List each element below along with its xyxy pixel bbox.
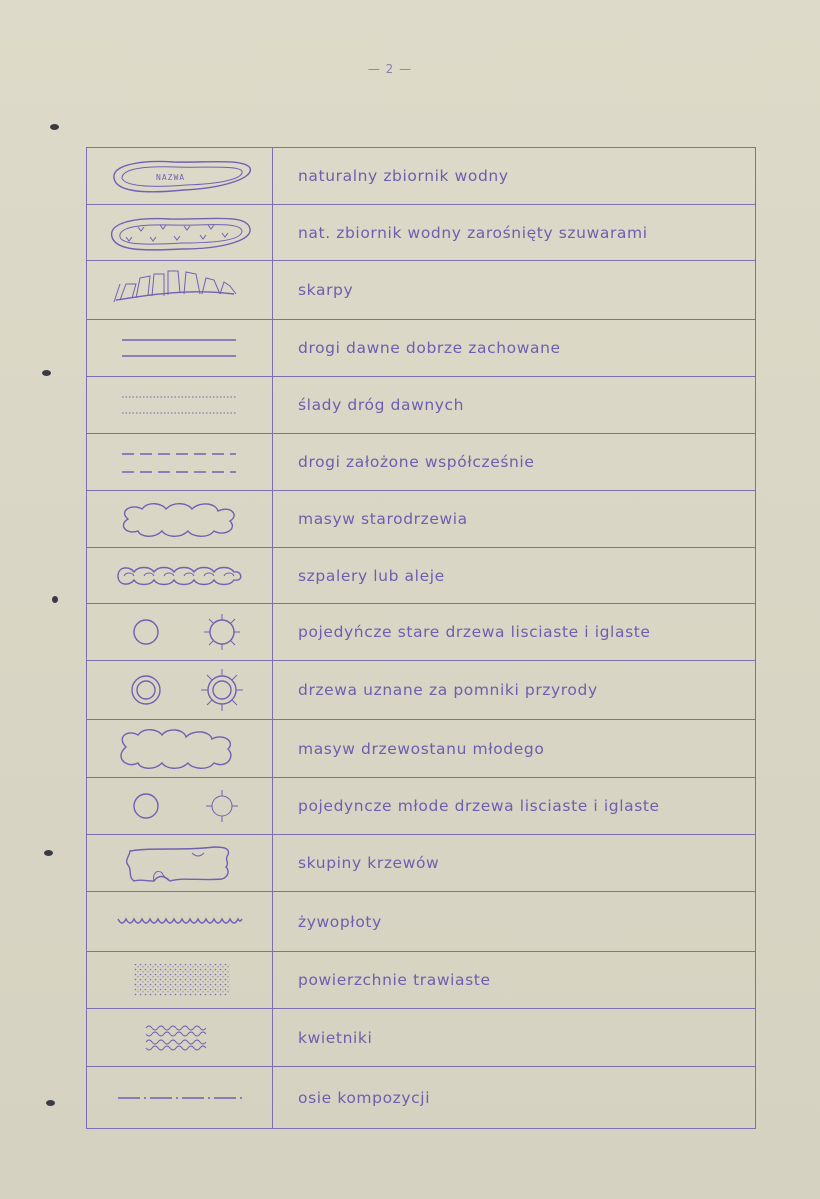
modern-road-icon (86, 434, 272, 490)
legend-label: skarpy (298, 281, 354, 299)
legend-row (86, 952, 756, 1009)
legend-label: masyw starodrzewia (298, 510, 468, 528)
reed-water-body-icon (86, 205, 272, 260)
legend-row (86, 892, 756, 952)
punch-hole-3 (52, 596, 58, 603)
old-single-trees-icon (86, 604, 272, 660)
young-single-trees-icon (86, 778, 272, 834)
legend-label: pojedyńcze stare drzewa lisciaste i iglaste (298, 623, 651, 641)
legend-row (86, 320, 756, 377)
old-road-icon (86, 320, 272, 376)
legend-label: skupiny krzewów (298, 854, 440, 872)
punch-hole-2 (42, 370, 51, 376)
water-body-icon (86, 147, 272, 204)
legend-label: drzewa uznane za pomniki przyrody (298, 681, 598, 699)
legend-row (86, 147, 756, 205)
legend-row (86, 778, 756, 835)
legend-label: drogi dawne dobrze zachowane (298, 339, 561, 357)
legend-row (86, 434, 756, 491)
legend-row (86, 261, 756, 320)
legend-label: pojedyncze młode drzewa lisciaste i iglaste (298, 797, 660, 815)
legend-row (86, 835, 756, 892)
hedge-icon (86, 892, 272, 951)
shrub-groups-icon (86, 835, 272, 891)
legend-row (86, 661, 756, 720)
legend-label: osie kompozycji (298, 1089, 431, 1107)
legend-label: ślady dróg dawnych (298, 396, 465, 414)
escarpment-icon (86, 261, 272, 319)
legend-label: masyw drzewostanu młodego (298, 739, 545, 758)
legend-label: szpalery lub aleje (298, 566, 445, 585)
punch-hole-4 (44, 850, 53, 856)
punch-hole-5 (46, 1100, 55, 1106)
legend-label: naturalny zbiornik wodny (298, 166, 509, 185)
punch-hole-1 (50, 124, 59, 130)
page-number: — 2 — (367, 62, 413, 76)
svg-text:NAZWA: NAZWA (156, 172, 186, 182)
legend-label: żywopłoty (298, 912, 382, 931)
composition-axis-icon (86, 1067, 272, 1129)
legend-row (86, 491, 756, 548)
legend-label: powierzchnie trawiaste (298, 971, 491, 989)
legend-label: kwietniki (298, 1028, 373, 1047)
legend-row (86, 1067, 756, 1129)
flowerbed-icon (86, 1009, 272, 1066)
grass-area-icon (86, 952, 272, 1008)
legend-row (86, 548, 756, 604)
legend-label: nat. zbiornik wodny zarośnięty szuwarami (298, 223, 648, 242)
legend-row (86, 604, 756, 661)
old-tree-mass-icon (86, 491, 272, 547)
legend-row (86, 205, 756, 261)
legend-row (86, 720, 756, 778)
monument-trees-icon (86, 661, 272, 719)
legend-label: drogi założone współcześnie (298, 453, 535, 471)
legend-row (86, 1009, 756, 1067)
tree-row-icon (86, 548, 272, 603)
legend-row (86, 377, 756, 434)
road-traces-icon (86, 377, 272, 433)
young-stand-mass-icon (86, 720, 272, 777)
